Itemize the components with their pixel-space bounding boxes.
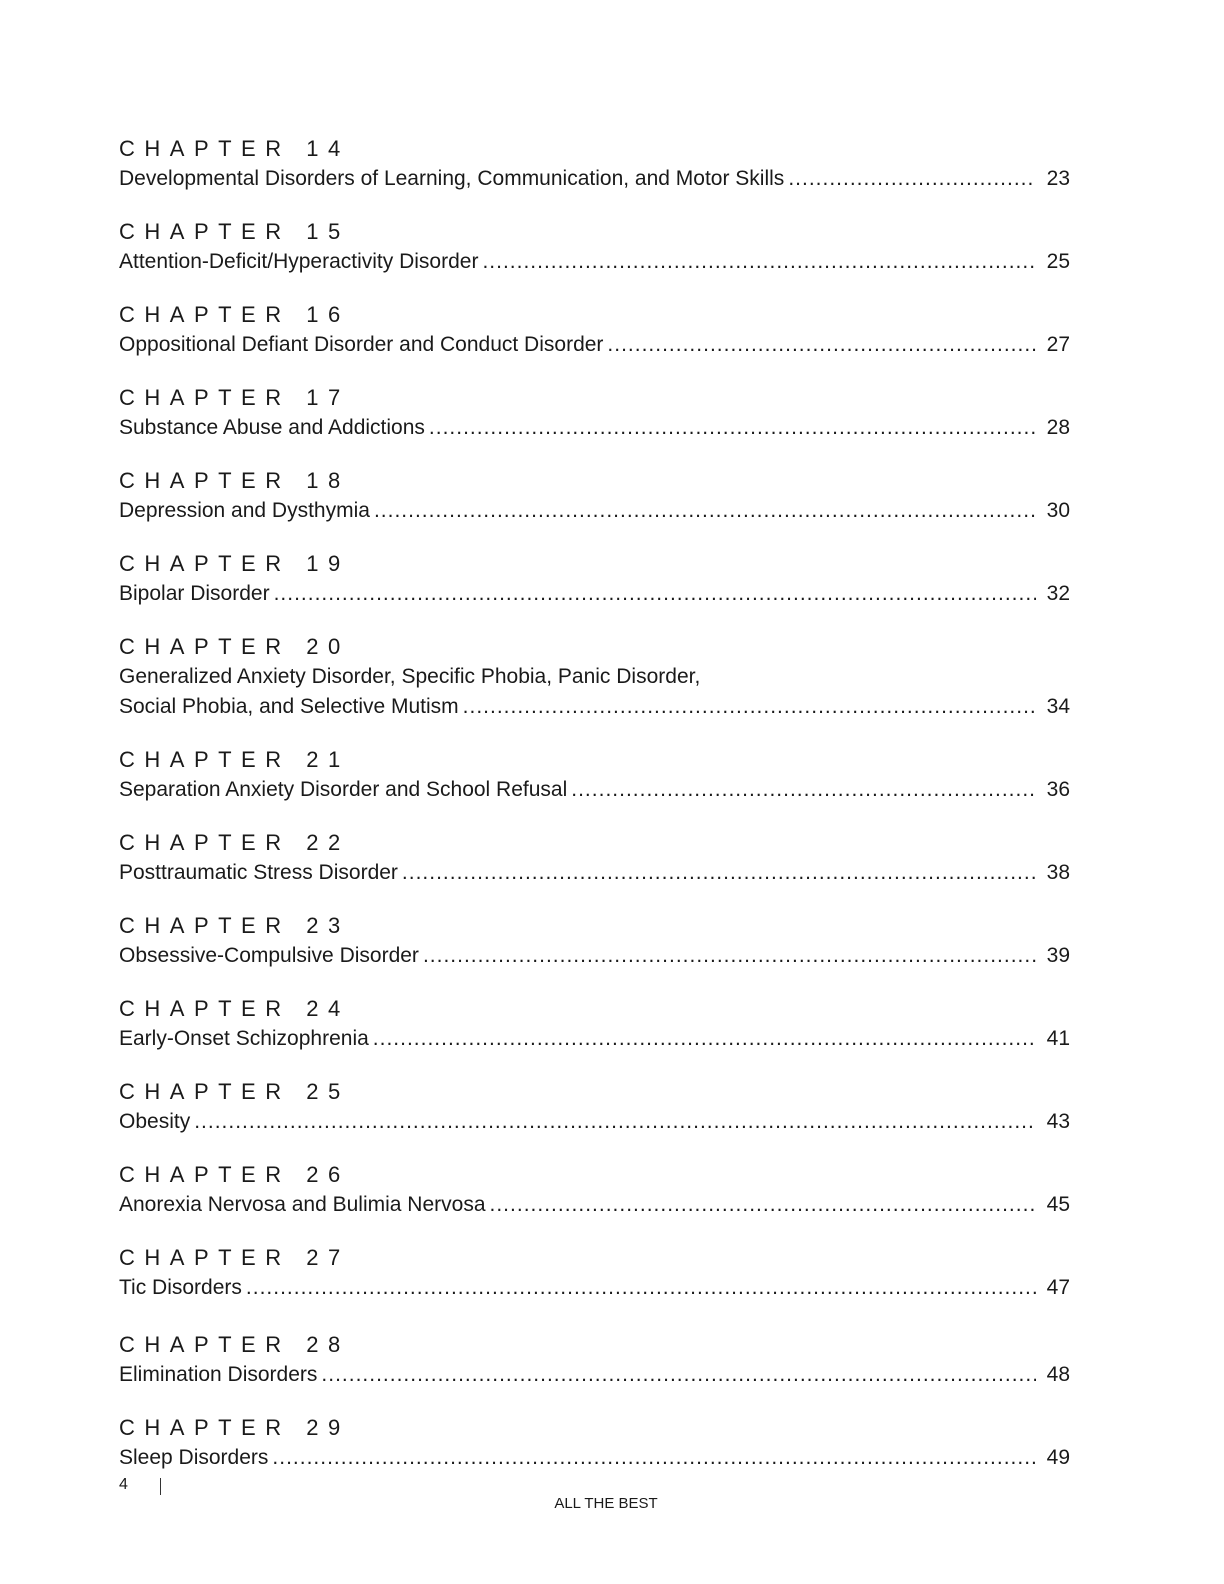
page-number: 30 [1046,499,1070,522]
chapter-title-row [119,1273,1070,1303]
dot-leader [788,164,1036,194]
dot-leader [321,1360,1036,1390]
toc-entry[interactable] [119,300,1070,360]
chapter-title-row [119,579,1070,609]
chapter-title-row [119,1443,1070,1473]
page-number: 45 [1046,1193,1070,1216]
dot-leader [482,247,1036,277]
chapter-label: CHAPTER 19 [119,551,350,576]
page-number: 36 [1046,778,1070,801]
toc-entry[interactable] [119,217,1070,277]
toc-entry[interactable] [119,1413,1070,1473]
dot-leader [272,1443,1036,1473]
toc-entry[interactable] [119,1160,1070,1220]
dot-leader [463,692,1036,722]
chapter-title: Posttraumatic Stress Disorder [119,861,398,884]
page-number: 47 [1046,1276,1070,1299]
dot-leader [490,1190,1036,1220]
chapter-title-row [119,1024,1070,1054]
page-number: 34 [1046,695,1070,718]
table-of-contents [119,134,1070,1473]
chapter-title-row [119,1107,1070,1137]
dot-leader [429,413,1036,443]
toc-entry[interactable] [119,466,1070,526]
chapter-title: Tic Disorders [119,1276,242,1299]
chapter-label: CHAPTER 24 [119,996,350,1021]
chapter-title-line: Generalized Anxiety Disorder, Specific Phobia, Panic Disorder, [119,665,701,688]
chapter-label: CHAPTER 21 [119,747,350,772]
chapter-title: Depression and Dysthymia [119,499,370,522]
footer-page-number: 4 [119,1476,128,1493]
chapter-title-row [119,941,1070,971]
page-number: 49 [1046,1446,1070,1469]
chapter-title-row [119,692,1070,722]
chapter-label: CHAPTER 17 [119,385,350,410]
chapter-title-row [119,413,1070,443]
page-number: 38 [1046,861,1070,884]
page-number: 23 [1046,167,1070,190]
toc-entry[interactable] [119,1243,1070,1303]
page-number: 39 [1046,944,1070,967]
chapter-title: Bipolar Disorder [119,582,270,605]
chapter-title: Social Phobia, and Selective Mutism [119,695,459,718]
page-number: 43 [1046,1110,1070,1133]
toc-entry[interactable] [119,911,1070,971]
chapter-label: CHAPTER 20 [119,634,350,659]
toc-entry[interactable] [119,1330,1070,1390]
page-number: 48 [1046,1363,1070,1386]
chapter-title-row [119,1190,1070,1220]
chapter-label: CHAPTER 27 [119,1245,350,1270]
chapter-title-row [119,496,1070,526]
chapter-title-row [119,775,1070,805]
chapter-label: CHAPTER 23 [119,913,350,938]
chapter-title: Substance Abuse and Addictions [119,416,425,439]
toc-entry[interactable] [119,1077,1070,1137]
chapter-label: CHAPTER 16 [119,302,350,327]
page-number: 28 [1046,416,1070,439]
chapter-label: CHAPTER 29 [119,1415,350,1440]
chapter-title-row [119,1360,1070,1390]
chapter-title: Obsessive-Compulsive Disorder [119,944,419,967]
dot-leader [373,1024,1036,1054]
page-number: 32 [1046,582,1070,605]
chapter-title: Sleep Disorders [119,1446,269,1469]
toc-entry[interactable] [119,828,1070,888]
toc-entry[interactable] [119,994,1070,1054]
chapter-title: Attention-Deficit/Hyperactivity Disorder [119,250,479,273]
chapter-title: Oppositional Defiant Disorder and Conduct Disorder [119,333,604,356]
chapter-title-row [119,247,1070,277]
chapter-label: CHAPTER 22 [119,830,350,855]
toc-entry[interactable] [119,745,1070,805]
chapter-label: CHAPTER 25 [119,1079,350,1104]
chapter-title: Elimination Disorders [119,1363,318,1386]
dot-leader [194,1107,1036,1137]
dot-leader [607,330,1036,360]
chapter-title: Anorexia Nervosa and Bulimia Nervosa [119,1193,486,1216]
chapter-title: Early-Onset Schizophrenia [119,1027,369,1050]
chapter-title-row [119,330,1070,360]
footer-text: ALL THE BEST [554,1495,658,1512]
chapter-label: CHAPTER 15 [119,219,350,244]
toc-entry[interactable] [119,383,1070,443]
dot-leader [246,1273,1036,1303]
page-number: 41 [1046,1027,1070,1050]
dot-leader [423,941,1036,971]
chapter-title: Developmental Disorders of Learning, Communication, and Motor Skills [119,167,785,190]
chapter-label: CHAPTER 14 [119,136,350,161]
chapter-title-row [119,164,1070,194]
dot-leader [402,858,1036,888]
chapter-title-row [119,858,1070,888]
chapter-label: CHAPTER 28 [119,1332,350,1357]
dot-leader [274,579,1036,609]
toc-entry[interactable] [119,632,1070,722]
chapter-title: Separation Anxiety Disorder and School Refusal [119,778,568,801]
page-number: 27 [1046,333,1070,356]
dot-leader [571,775,1036,805]
page-number: 25 [1046,250,1070,273]
toc-entry[interactable] [119,134,1070,194]
toc-entry[interactable] [119,549,1070,609]
chapter-label: CHAPTER 26 [119,1162,350,1187]
chapter-label: CHAPTER 18 [119,468,350,493]
dot-leader [374,496,1036,526]
footer-divider [160,1478,161,1495]
chapter-title: Obesity [119,1110,191,1133]
